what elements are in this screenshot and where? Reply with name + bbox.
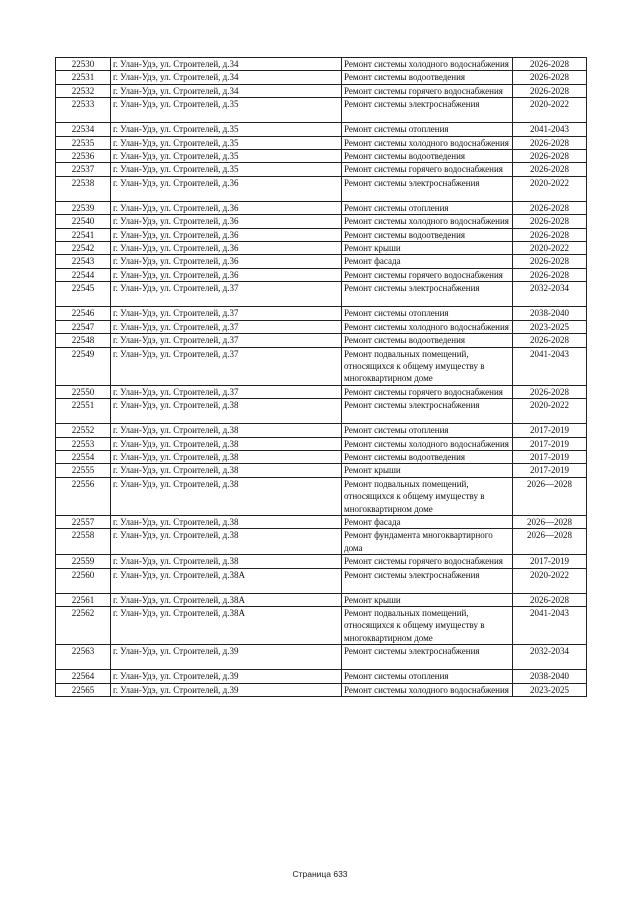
period-cell: 2017-2019 (513, 555, 587, 568)
period-cell: 2041-2043 (513, 123, 587, 136)
table-row (56, 399, 587, 424)
row-number-cell: 22557 (56, 515, 111, 528)
period-cell: 2026-2028 (513, 58, 587, 71)
address-cell: г. Улан-Удэ, ул. Строителей, д.38 (111, 437, 342, 450)
row-number-cell: 22559 (56, 555, 111, 568)
work-type-cell: Ремонт крыши (342, 242, 513, 255)
period-cell: 2017-2019 (513, 424, 587, 437)
row-number-cell: 22543 (56, 255, 111, 268)
address-cell: г. Улан-Удэ, ул. Строителей, д.38 (111, 399, 342, 424)
address-cell: г. Улан-Удэ, ул. Строителей, д.37 (111, 347, 342, 385)
row-number-cell: 22539 (56, 201, 111, 214)
work-type-cell: Ремонт фасада (342, 515, 513, 528)
row-number-cell: 22535 (56, 136, 111, 149)
work-type-cell: Ремонт системы отопления (342, 670, 513, 683)
work-type-cell: Ремонт фасада (342, 255, 513, 268)
table-row (56, 268, 587, 281)
table-row (56, 515, 587, 528)
table-row (56, 424, 587, 437)
address-cell: г. Улан-Удэ, ул. Строителей, д.36 (111, 268, 342, 281)
period-cell: 2026-2028 (513, 334, 587, 347)
table-row (56, 437, 587, 450)
address-cell: г. Улан-Удэ, ул. Строителей, д.39 (111, 645, 342, 670)
period-cell: 2038-2040 (513, 670, 587, 683)
address-cell: г. Улан-Удэ, ул. Строителей, д.39 (111, 683, 342, 696)
work-type-cell: Ремонт подвальных помещений, относящихся к общему имуществу в многоквартирном доме (342, 607, 513, 645)
period-cell: 2017-2019 (513, 437, 587, 450)
table-row (56, 683, 587, 696)
row-number-cell: 22565 (56, 683, 111, 696)
row-number-cell: 22556 (56, 477, 111, 515)
row-number-cell: 22551 (56, 399, 111, 424)
address-cell: г. Улан-Удэ, ул. Строителей, д.36 (111, 228, 342, 241)
row-number-cell: 22530 (56, 58, 111, 71)
address-cell: г. Улан-Удэ, ул. Строителей, д.38 (111, 529, 342, 555)
period-cell: 2026-2028 (513, 268, 587, 281)
address-cell: г. Улан-Удэ, ул. Строителей, д.35 (111, 98, 342, 123)
address-cell: г. Улан-Удэ, ул. Строителей, д.36 (111, 242, 342, 255)
table-row (56, 201, 587, 214)
row-number-cell: 22545 (56, 282, 111, 307)
row-number-cell: 22558 (56, 529, 111, 555)
work-type-cell: Ремонт системы водоотведения (342, 150, 513, 163)
address-cell: г. Улан-Удэ, ул. Строителей, д.38А (111, 593, 342, 606)
row-number-cell: 22534 (56, 123, 111, 136)
period-cell: 2026-2028 (513, 215, 587, 228)
row-number-cell: 22532 (56, 84, 111, 97)
period-cell: 2026-2028 (513, 255, 587, 268)
address-cell: г. Улан-Удэ, ул. Строителей, д.38 (111, 515, 342, 528)
table-row (56, 136, 587, 149)
address-cell: г. Улан-Удэ, ул. Строителей, д.36 (111, 176, 342, 201)
period-cell: 2026—2028 (513, 529, 587, 555)
row-number-cell: 22546 (56, 307, 111, 320)
address-cell: г. Улан-Удэ, ул. Строителей, д.39 (111, 670, 342, 683)
row-number-cell: 22560 (56, 568, 111, 593)
table-row (56, 529, 587, 555)
table-row (56, 255, 587, 268)
work-type-cell: Ремонт системы электроснабжения (342, 645, 513, 670)
row-number-cell: 22533 (56, 98, 111, 123)
address-cell: г. Улан-Удэ, ул. Строителей, д.38 (111, 424, 342, 437)
work-type-cell: Ремонт системы электроснабжения (342, 176, 513, 201)
row-number-cell: 22548 (56, 334, 111, 347)
period-cell: 2026—2028 (513, 477, 587, 515)
table-row (56, 555, 587, 568)
row-number-cell: 22540 (56, 215, 111, 228)
work-type-cell: Ремонт системы электроснабжения (342, 282, 513, 307)
period-cell: 2026-2028 (513, 201, 587, 214)
address-cell: г. Улан-Удэ, ул. Строителей, д.38А (111, 607, 342, 645)
period-cell: 2017-2019 (513, 464, 587, 477)
work-type-cell: Ремонт системы электроснабжения (342, 98, 513, 123)
period-cell: 2041-2043 (513, 607, 587, 645)
table-row (56, 84, 587, 97)
period-cell: 2020-2022 (513, 568, 587, 593)
row-number-cell: 22549 (56, 347, 111, 385)
address-cell: г. Улан-Удэ, ул. Строителей, д.38А (111, 568, 342, 593)
table-row (56, 242, 587, 255)
table-row (56, 450, 587, 463)
work-type-cell: Ремонт системы водоотведения (342, 450, 513, 463)
work-type-cell: Ремонт системы отопления (342, 201, 513, 214)
period-cell: 2026-2028 (513, 385, 587, 398)
table-row (56, 568, 587, 593)
row-number-cell: 22537 (56, 163, 111, 176)
table-row (56, 71, 587, 84)
table-row (56, 670, 587, 683)
table-row (56, 58, 587, 71)
row-number-cell: 22563 (56, 645, 111, 670)
row-number-cell: 22562 (56, 607, 111, 645)
work-type-cell: Ремонт системы холодного водоснабжения (342, 58, 513, 71)
period-cell: 2017-2019 (513, 450, 587, 463)
work-type-cell: Ремонт фундамента многоквартирного дома (342, 529, 513, 555)
table-row (56, 320, 587, 333)
table-row (56, 98, 587, 123)
period-cell: 2026-2028 (513, 84, 587, 97)
row-number-cell: 22536 (56, 150, 111, 163)
work-type-cell: Ремонт системы холодного водоснабжения (342, 136, 513, 149)
table-row (56, 593, 587, 606)
period-cell: 2026-2028 (513, 150, 587, 163)
work-type-cell: Ремонт системы отопления (342, 307, 513, 320)
row-number-cell: 22544 (56, 268, 111, 281)
address-cell: г. Улан-Удэ, ул. Строителей, д.34 (111, 58, 342, 71)
row-number-cell: 22564 (56, 670, 111, 683)
work-type-cell: Ремонт системы водоотведения (342, 71, 513, 84)
table-row (56, 215, 587, 228)
address-cell: г. Улан-Удэ, ул. Строителей, д.35 (111, 136, 342, 149)
address-cell: г. Улан-Удэ, ул. Строителей, д.35 (111, 163, 342, 176)
work-type-cell: Ремонт подвальных помещений, относящихся к общему имуществу в многоквартирном доме (342, 347, 513, 385)
work-type-cell: Ремонт системы холодного водоснабжения (342, 683, 513, 696)
period-cell: 2026-2028 (513, 228, 587, 241)
row-number-cell: 22531 (56, 71, 111, 84)
period-cell: 2026-2028 (513, 163, 587, 176)
address-cell: г. Улан-Удэ, ул. Строителей, д.35 (111, 123, 342, 136)
row-number-cell: 22555 (56, 464, 111, 477)
address-cell: г. Улан-Удэ, ул. Строителей, д.38 (111, 450, 342, 463)
period-cell: 2032-2034 (513, 645, 587, 670)
period-cell: 2026-2028 (513, 136, 587, 149)
row-number-cell: 22554 (56, 450, 111, 463)
work-type-cell: Ремонт системы холодного водоснабжения (342, 437, 513, 450)
period-cell: 2020-2022 (513, 98, 587, 123)
table-row (56, 307, 587, 320)
period-cell: 2026—2028 (513, 515, 587, 528)
table-row (56, 347, 587, 385)
period-cell: 2023-2025 (513, 320, 587, 333)
table-row (56, 282, 587, 307)
work-type-cell: Ремонт системы холодного водоснабжения (342, 320, 513, 333)
row-number-cell: 22553 (56, 437, 111, 450)
work-type-cell: Ремонт системы электроснабжения (342, 568, 513, 593)
work-type-cell: Ремонт системы водоотведения (342, 228, 513, 241)
address-cell: г. Улан-Удэ, ул. Строителей, д.37 (111, 307, 342, 320)
row-number-cell: 22547 (56, 320, 111, 333)
work-type-cell: Ремонт системы горячего водоснабжения (342, 268, 513, 281)
period-cell: 2026-2028 (513, 71, 587, 84)
work-type-cell: Ремонт системы горячего водоснабжения (342, 555, 513, 568)
row-number-cell: 22561 (56, 593, 111, 606)
work-type-cell: Ремонт системы электроснабжения (342, 399, 513, 424)
period-cell: 2026-2028 (513, 593, 587, 606)
period-cell: 2020-2022 (513, 242, 587, 255)
table-row (56, 385, 587, 398)
period-cell: 2023-2025 (513, 683, 587, 696)
work-type-cell: Ремонт системы горячего водоснабжения (342, 163, 513, 176)
work-type-cell: Ремонт системы горячего водоснабжения (342, 84, 513, 97)
row-number-cell: 22541 (56, 228, 111, 241)
table-row (56, 176, 587, 201)
work-type-cell: Ремонт системы водоотведения (342, 334, 513, 347)
table-row (56, 123, 587, 136)
period-cell: 2032-2034 (513, 282, 587, 307)
work-type-cell: Ремонт системы холодного водоснабжения (342, 215, 513, 228)
address-cell: г. Улан-Удэ, ул. Строителей, д.36 (111, 201, 342, 214)
row-number-cell: 22542 (56, 242, 111, 255)
work-type-cell: Ремонт крыши (342, 464, 513, 477)
row-number-cell: 22552 (56, 424, 111, 437)
row-number-cell: 22538 (56, 176, 111, 201)
work-type-cell: Ремонт крыши (342, 593, 513, 606)
address-cell: г. Улан-Удэ, ул. Строителей, д.37 (111, 282, 342, 307)
address-cell: г. Улан-Удэ, ул. Строителей, д.35 (111, 150, 342, 163)
address-cell: г. Улан-Удэ, ул. Строителей, д.38 (111, 555, 342, 568)
period-cell: 2038-2040 (513, 307, 587, 320)
period-cell: 2020-2022 (513, 176, 587, 201)
table-row (56, 163, 587, 176)
address-cell: г. Улан-Удэ, ул. Строителей, д.38 (111, 464, 342, 477)
work-type-cell: Ремонт системы горячего водоснабжения (342, 385, 513, 398)
row-number-cell: 22550 (56, 385, 111, 398)
address-cell: г. Улан-Удэ, ул. Строителей, д.38 (111, 477, 342, 515)
table-body (56, 58, 587, 697)
work-type-cell: Ремонт подвальных помещений, относящихся к общему имуществу в многоквартирном доме (342, 477, 513, 515)
table-row (56, 645, 587, 670)
work-type-cell: Ремонт системы отопления (342, 424, 513, 437)
address-cell: г. Улан-Удэ, ул. Строителей, д.37 (111, 385, 342, 398)
table-row (56, 228, 587, 241)
page-number: Страница 633 (292, 869, 348, 879)
capital-repair-table (55, 57, 587, 697)
address-cell: г. Улан-Удэ, ул. Строителей, д.37 (111, 334, 342, 347)
address-cell: г. Улан-Удэ, ул. Строителей, д.37 (111, 320, 342, 333)
address-cell: г. Улан-Удэ, ул. Строителей, д.36 (111, 255, 342, 268)
work-type-cell: Ремонт системы отопления (342, 123, 513, 136)
table-row (56, 334, 587, 347)
table-row (56, 607, 587, 645)
period-cell: 2041-2043 (513, 347, 587, 385)
table-row (56, 464, 587, 477)
table-row (56, 477, 587, 515)
address-cell: г. Улан-Удэ, ул. Строителей, д.36 (111, 215, 342, 228)
address-cell: г. Улан-Удэ, ул. Строителей, д.34 (111, 84, 342, 97)
address-cell: г. Улан-Удэ, ул. Строителей, д.34 (111, 71, 342, 84)
period-cell: 2020-2022 (513, 399, 587, 424)
table-row (56, 150, 587, 163)
